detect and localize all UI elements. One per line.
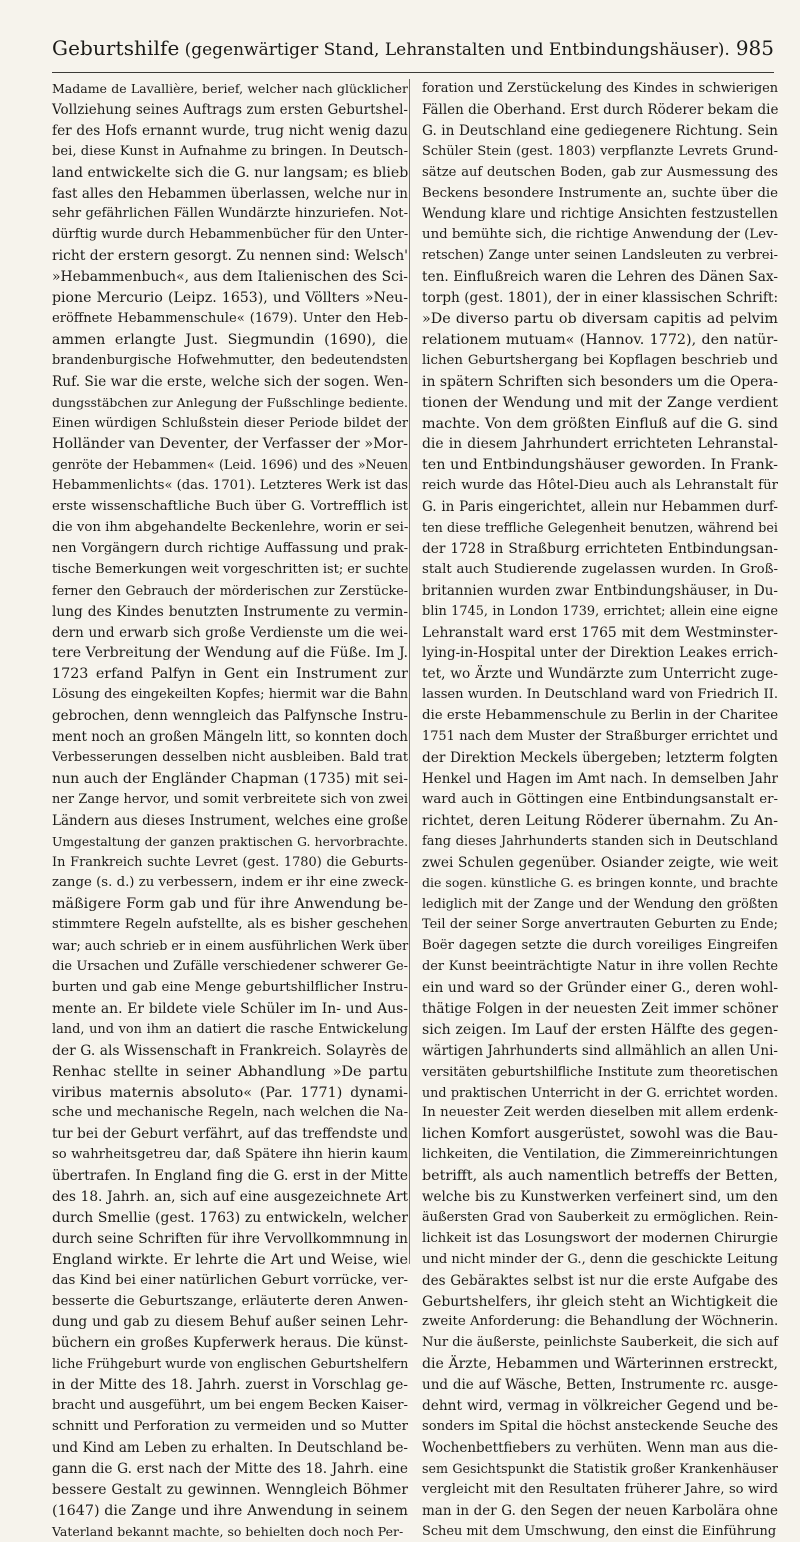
text-line: britannien wurden zwar Entbindungshäuser, in Du- — [422, 582, 778, 599]
text-line: Ländern aus dieses Instrument, welches eine große — [52, 812, 408, 829]
text-line: tische Bemerkungen weit vorgeschritten ist; er suchte — [52, 561, 409, 577]
text-line: ten. Einflußreich waren die Lehren des Dänen Sax- — [422, 269, 778, 286]
text-line: die erste Hebammenschule zu Berlin in der Charitee — [422, 708, 779, 724]
text-line: des Gebäraktes selbst ist nur die erste Aufgabe des — [422, 1272, 778, 1289]
text-line: war; auch schrieb er in einem ausführlichen Werk über — [52, 938, 409, 954]
text-line: betrifft, als auch namentlich betreffs der Betten, — [422, 1168, 778, 1185]
text-line: schnitt und Perforation zu vermeiden und so Mutter — [52, 1419, 408, 1434]
text-line: Umgestaltung der ganzen praktischen G. hervorbrachte. — [52, 834, 408, 849]
text-line: wärtigen Jahrhunderts sind allmählich an allen Uni- — [422, 1042, 778, 1059]
text-line: Vollziehung seines Auftrags zum ersten Geburtshel- — [52, 101, 408, 118]
text-line: durch seine Schriften für ihre Vervollkommnung in — [52, 1230, 408, 1247]
text-line: land entwickelte sich die G. nur langsam; es blieb — [52, 164, 409, 181]
text-line: foration und Zerstückelung des Kindes in schwierigen — [422, 81, 778, 96]
text-line: übertrafen. In England fing die G. erst in der Mitte — [52, 1168, 408, 1185]
text-line: lediglich mit der Zange und der Wendung den größten — [422, 896, 778, 912]
text-line: ward auch in Göttingen eine Entbindungsanstalt er- — [422, 791, 778, 807]
text-line: der G. als Wissenschaft in Frankreich. Solayrès de — [52, 1042, 408, 1059]
text-line: sche und mechanische Regeln, nach welchen die Na- — [52, 1105, 408, 1121]
text-line: burten und gab eine Menge geburtshilflicher Instru- — [52, 979, 408, 995]
text-line: »Hebammenbuch«, aus dem Italienischen des Sci- — [52, 269, 408, 286]
text-line: »De diverso partu ob diversam capitis ad pelvim — [422, 310, 778, 327]
text-line: lichkeiten, die Ventilation, die Zimmereinrichtungen — [422, 1147, 778, 1163]
text-line: die von ihm abgehandelte Beckenlehre, worin er sei- — [52, 520, 409, 536]
text-line: lichkeit ist das Losungswort der modernen Chirurgie — [422, 1230, 778, 1246]
text-line: Wochenbettfiebers zu verhüten. Wenn man aus die- — [422, 1439, 778, 1456]
text-line: mäßigere Form gab und für ihre Anwendung be- — [52, 896, 408, 913]
text-line: pione Mercurio (Leipz. 1653), und Völlters »Neu- — [52, 290, 408, 307]
text-line: nun auch der Engländer Chapman (1735) mit sei- — [52, 770, 408, 787]
text-line: besserte die Geburtszange, erläuterte deren Anwen- — [52, 1293, 408, 1309]
text-line: Henkel und Hagen im Amt nach. In demselben Jahr — [422, 770, 778, 787]
running-header — [52, 36, 774, 70]
text-line: Lehranstalt ward erst 1765 mit dem Westminster- — [422, 624, 778, 641]
text-line: des 18. Jahrh. an, sich auf eine ausgezeichnete Art — [52, 1189, 408, 1206]
text-line: tet, wo Ärzte und Wundärzte zum Unterricht zuge- — [422, 666, 778, 683]
text-line: stalt auch Studierende zugelassen wurden. In Groß- — [422, 561, 778, 577]
text-line: ein und ward so der Gründer einer G., deren wohl- — [422, 979, 778, 996]
text-line: der Direktion Meckels übergeben; letzterm folgten — [422, 750, 778, 766]
text-line: die sogen. künstliche G. es bringen konnte, und brachte — [422, 875, 778, 891]
text-line: vergleicht mit den Resultaten früherer Jahre, so wird — [422, 1481, 778, 1497]
text-line: machte. Von dem größten Einfluß auf die G. sind — [422, 415, 778, 432]
text-line: so wahrheitsgetreu dar, daß Spätere ihn hierin kaum — [52, 1147, 408, 1163]
text-line: dürftig wurde durch Hebammenbücher für den Unter- — [52, 227, 409, 243]
text-line: und praktischen Unterricht in der G. errichtet worden. — [422, 1084, 778, 1100]
text-line: Holländer van Deventer, der Verfasser der »Mor- — [52, 436, 408, 453]
text-line: äußersten Grad von Sauberkeit zu ermöglichen. Rein- — [422, 1209, 778, 1225]
text-line: man in der G. den Segen der neuen Karbolära ohne — [422, 1502, 778, 1519]
header-subtitle: (gegenwärtiger Stand, Lehranstalten und Entbindungshäuser). — [184, 40, 730, 60]
text-line: Scheu mit dem Umschwung, den einst die Einführung — [422, 1523, 777, 1539]
text-line: versitäten geburtshilfliche Institute zum theoretischen — [422, 1063, 778, 1079]
text-line: bessere Gestalt zu gewinnen. Wenngleich Böhmer — [52, 1481, 408, 1498]
text-line: G. in Paris eingerichtet, allein nur Hebammen durf- — [422, 499, 778, 516]
text-line: und bemühte sich, die richtige Anwendung der (Lev- — [422, 227, 778, 243]
text-line: dung und gab zu diesem Behuf außer seinen Lehr- — [52, 1314, 408, 1331]
text-line: England wirkte. Er lehrte die Art und Weise, wie — [52, 1251, 408, 1268]
text-line: richtet, deren Leitung Röderer übernahm. Zu An- — [422, 812, 778, 829]
text-line: relationem mutuam« (Hannov. 1772), den natür- — [422, 331, 778, 348]
text-line: gann die G. erst nach der Mitte des 18. Jahrh. eine — [52, 1460, 408, 1477]
text-line: in spätern Schriften sich besonders um die Opera- — [422, 373, 778, 390]
text-line: der 1728 in Straßburg errichteten Entbindungsan- — [422, 540, 778, 557]
text-line: In neuester Zeit werden dieselben mit allem erdenk- — [422, 1105, 778, 1121]
text-line: bracht und ausgeführt, um bei engem Becken Kaiser- — [52, 1398, 408, 1414]
text-line: zange (s. d.) zu verbessern, indem er ihr eine zweck- — [52, 875, 409, 891]
text-line: bei, diese Kunst in Aufnahme zu bringen. In Deutsch- — [52, 143, 408, 159]
text-line: genröte der Hebammen« (Leid. 1696) und des »Neuen — [52, 457, 408, 473]
text-line: Lösung des eingekeilten Kopfes; hiermit war die Bahn — [52, 687, 408, 703]
text-line: Geburtshelfers, ihr gleich steht an Wichtigkeit die — [422, 1293, 778, 1310]
text-line: lung des Kindes benutzten Instrumente zu vermin- — [52, 603, 408, 620]
text-column-right — [422, 79, 779, 1539]
text-line: ammen erlangte Just. Siegmundin (1690), die — [52, 331, 408, 348]
text-line: sätze auf deutschen Boden, gab zur Ausmessung des — [422, 164, 778, 180]
text-line: ten und Entbindungshäuser geworden. In Frank- — [422, 457, 778, 474]
text-line: fang dieses Jahrhunderts standen sich in Deutschland — [422, 833, 778, 849]
text-line: G. in Deutschland eine gediegenere Richtung. Sein — [422, 122, 778, 139]
text-line: sem Gesichtspunkt die Statistik großer Krankenhäuser — [422, 1460, 778, 1476]
header-title: Geburtshilfe — [52, 36, 180, 60]
text-line: Schüler Stein (gest. 1803) verpflanzte Levrets Grund- — [422, 143, 778, 159]
text-line: und nicht minder der G., denn die geschickte Leitung — [422, 1251, 778, 1267]
text-line: Beckens besondere Instrumente an, suchte über die — [422, 185, 778, 201]
text-line: ten diese treffliche Gelegenheit benutzen, während bei — [422, 520, 778, 536]
text-line: tere Verbreitung der Wendung auf die Füße. Im J. — [52, 645, 408, 662]
text-line: viribus maternis absoluto« (Par. 1771) dynami- — [52, 1084, 408, 1101]
text-line: land, und von ihm an datiert die rasche Entwickelung — [52, 1021, 408, 1037]
text-line: 1751 nach dem Muster der Straßburger errichtet und — [422, 729, 778, 745]
text-line: dehnt wird, vermag in völkreicher Gegend und be- — [422, 1398, 778, 1415]
text-line: brandenburgische Hofwehmutter, den bedeutendsten — [52, 352, 408, 368]
text-line: die in diesem Jahrhundert errichteten Lehranstal- — [422, 436, 778, 453]
text-line: richt der erstern gesorgt. Zu nennen sind: Welsch' — [52, 248, 408, 265]
text-line: und die auf Wäsche, Betten, Instrumente rc. ausge- — [422, 1377, 778, 1394]
text-line: Nur die äußerste, peinlichste Sauberkeit, die sich auf — [422, 1335, 779, 1351]
text-line: dern und erwarb sich große Verdienste um die wei- — [52, 624, 408, 641]
text-line: Hebammenlichts« (das. 1701). Letzteres Werk ist das — [52, 478, 408, 494]
text-line: blin 1745, in London 1739, errichtet; allein eine eigne — [422, 603, 778, 619]
text-line: zwei Schulen gegenüber. Osiander zeigte, wie weit — [422, 854, 778, 871]
text-line: gebrochen, denn wenngleich das Palfynsche Instru- — [52, 708, 408, 725]
text-line: (1647) die Zange und ihre Anwendung in seinem — [52, 1502, 408, 1519]
text-line: dungsstäbchen zur Anlegung der Fußschlinge bediente. — [52, 394, 408, 410]
text-line: Renhac stellte in seiner Abhandlung »De partu — [52, 1063, 408, 1080]
text-line: durch Smellie (gest. 1763) zu entwickeln, welcher — [52, 1209, 408, 1226]
text-line: thätige Folgen in der neuesten Zeit immer schöner — [422, 1000, 778, 1017]
text-line: tur bei der Geburt verfährt, auf das treffendste und — [52, 1126, 408, 1143]
text-line: nen Vorgängern durch richtige Auffassung und prak- — [52, 540, 408, 556]
text-line: mente an. Er bildete viele Schüler im In- und Aus- — [52, 1000, 408, 1017]
text-line: ment noch an großen Mängeln litt, so konnten doch — [52, 729, 408, 746]
text-line: fast alles den Hebammen überlassen, welche nur in — [52, 185, 408, 202]
text-line: stimmtere Regeln aufstellte, als es bisher geschehen — [52, 917, 408, 933]
text-line: Madame de Lavallière, berief, welcher nach glücklicher — [52, 81, 408, 96]
text-line: liche Frühgeburt wurde von englischen Geburtshelfern — [52, 1356, 409, 1372]
text-line: eröffnete Hebammenschule« (1679). Unter den Heb- — [52, 310, 408, 326]
text-line: in der Mitte des 18. Jahrh. zuerst in Vorschlag ge- — [52, 1377, 408, 1394]
text-line: erste wissenschaftliche Buch über G. Vortrefflich ist — [52, 499, 408, 515]
text-line: sich zeigen. Im Lauf der ersten Hälfte des gegen- — [422, 1021, 778, 1038]
text-line: tionen der Wendung und mit der Zange verdient — [422, 394, 778, 411]
text-line: Teil der seiner Sorge anvertrauten Geburten zu Ende; — [422, 917, 778, 933]
header-title-group — [52, 36, 730, 60]
text-line: Boër dagegen setzte die durch voreiliges Eingreifen — [422, 938, 778, 954]
column-divider — [409, 79, 410, 1264]
text-line: der Kunst beeinträchtigte Natur in ihre vollen Rechte — [422, 959, 778, 975]
text-line: fer des Hofs ernannt wurde, trug nicht wenig dazu — [52, 122, 408, 139]
text-line: die Ursachen und Zufälle verschiedener schwerer Ge- — [52, 959, 408, 975]
page-number: 985 — [735, 36, 774, 60]
text-line: und Kind am Leben zu erhalten. In Deutschland be- — [52, 1439, 408, 1456]
text-line: Wendung klare und richtige Ansichten festzustellen — [422, 206, 778, 223]
text-line: Verbesserungen desselben nicht ausbleiben. Bald trat — [52, 750, 408, 765]
text-line: lassen wurden. In Deutschland ward von Friedrich II. — [422, 687, 778, 703]
text-line: lichen Geburtshergang bei Kopflagen beschrieb und — [422, 352, 778, 368]
text-line: sonders im Spital die höchst ansteckende Seuche des — [422, 1419, 779, 1434]
text-line: lichen Komfort ausgerüstet, sowohl was die Bau- — [422, 1126, 778, 1143]
header-rule — [52, 72, 774, 73]
text-column-left — [52, 79, 409, 1539]
text-line: sehr gefährlichen Fällen Wundärzte hinzuriefen. Not- — [52, 206, 408, 222]
text-line: welche bis zu Kunstwerken verfeinert sind, um den — [422, 1189, 778, 1206]
text-line: Einen würdigen Schlußstein dieser Periode bildet der — [52, 415, 408, 431]
text-line: In Frankreich suchte Levret (gest. 1780) die Geburts- — [52, 854, 408, 870]
text-line: ner Zange hervor, und somit verbreitete sich von zwei — [52, 791, 408, 807]
text-line: reich wurde das Hôtel-Dieu auch als Lehranstalt für — [422, 478, 778, 494]
text-line: Ruf. Sie war die erste, welche sich der sogen. Wen- — [52, 373, 409, 390]
text-line: büchern ein großes Kupferwerk heraus. Die künst- — [52, 1335, 408, 1352]
text-line: 1723 erfand Palfyn in Gent ein Instrument zur — [52, 666, 408, 683]
text-line: die Ärzte, Hebammen und Wärterinnen erstreckt, — [422, 1356, 778, 1373]
text-line: ferner den Gebrauch der mörderischen zur Zerstücke- — [52, 582, 408, 598]
text-line: zweite Anforderung: die Behandlung der Wöchnerin. — [422, 1314, 779, 1330]
text-line: Fällen die Oberhand. Erst durch Röderer bekam die — [422, 101, 779, 118]
text-line: Vaterland bekannt machte, so behielten doch noch Per- — [52, 1523, 404, 1539]
text-line: retschen) Zange unter seinen Landsleuten zu verbrei- — [422, 248, 778, 264]
text-line: das Kind bei einer natürlichen Geburt vorrücke, ver- — [52, 1272, 408, 1288]
text-line: lying-in-Hospital unter der Direktion Leakes errich- — [422, 645, 778, 662]
text-line: torph (gest. 1801), der in einer klassischen Schrift: — [422, 290, 779, 307]
